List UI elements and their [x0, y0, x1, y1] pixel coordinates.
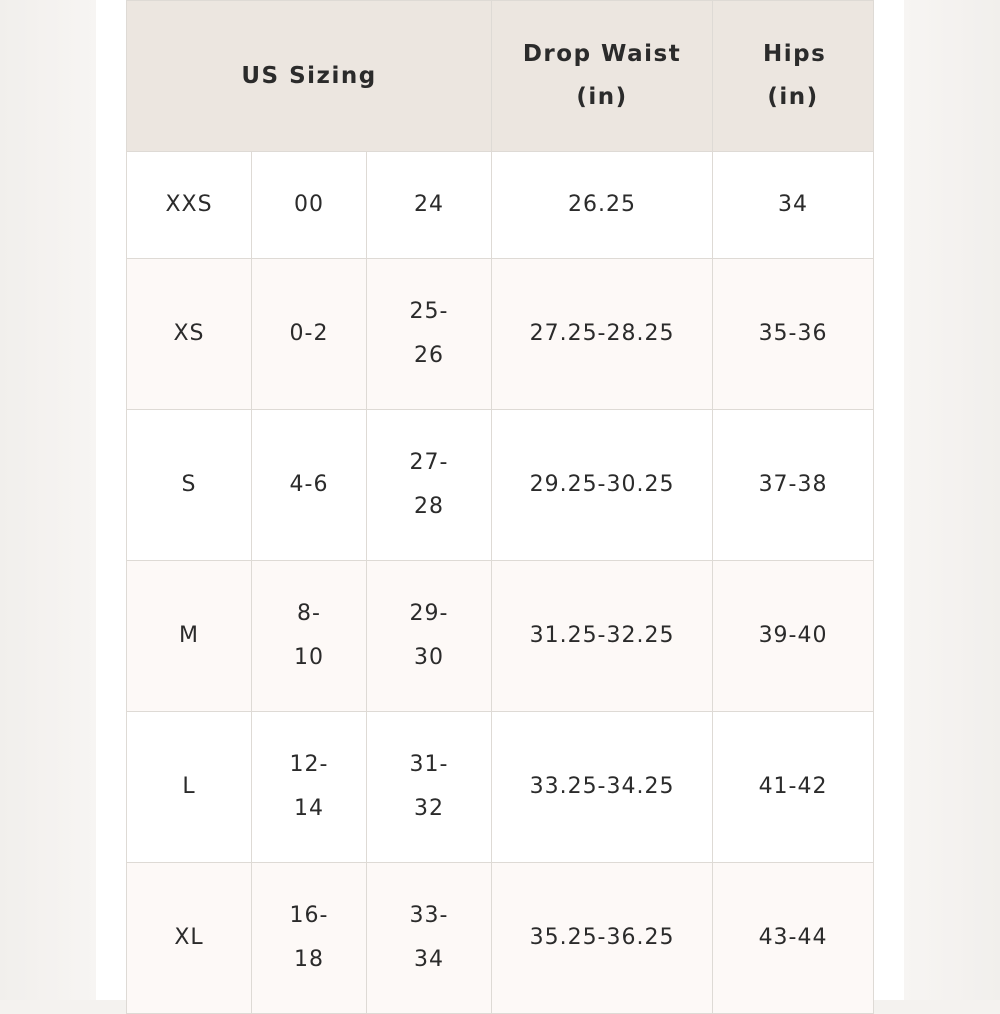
- cell-hips: 34: [713, 152, 874, 259]
- table-row-l: [127, 712, 874, 863]
- table-header-row: [127, 1, 874, 152]
- header-hips-label: Hips (in): [763, 41, 827, 110]
- size-chart-table: [126, 0, 874, 1014]
- cell-waist-size: 24: [367, 152, 492, 259]
- cell-hips: 41-42: [713, 712, 874, 863]
- cell-numeric-size-text: 16-18: [289, 903, 329, 972]
- cell-waist-size-text: 27-28: [409, 450, 449, 519]
- cell-size: S: [127, 410, 252, 561]
- cell-waist-size: [367, 259, 492, 410]
- cell-size: XL: [127, 863, 252, 1014]
- cell-numeric-size: 00: [252, 152, 367, 259]
- cell-waist-size: [367, 863, 492, 1014]
- cell-numeric-size-text: 12-14: [289, 752, 329, 821]
- table-row-xs: [127, 259, 874, 410]
- cell-drop-waist: 29.25-30.25: [492, 410, 713, 561]
- cell-waist-size-text: 29-30: [409, 601, 449, 670]
- cell-numeric-size: [252, 863, 367, 1014]
- cell-drop-waist: 27.25-28.25: [492, 259, 713, 410]
- cell-hips: 35-36: [713, 259, 874, 410]
- cell-waist-size-text: 33-34: [409, 903, 449, 972]
- cell-waist-size: [367, 712, 492, 863]
- cell-drop-waist: 31.25-32.25: [492, 561, 713, 712]
- cell-numeric-size: [252, 712, 367, 863]
- cell-waist-size-text: 31-32: [409, 752, 449, 821]
- table-row-s: [127, 410, 874, 561]
- cell-numeric-size: 4-6: [252, 410, 367, 561]
- cell-hips: 37-38: [713, 410, 874, 561]
- cell-waist-size: [367, 561, 492, 712]
- cell-drop-waist: 35.25-36.25: [492, 863, 713, 1014]
- header-hips: [713, 1, 874, 152]
- cell-numeric-size: 0-2: [252, 259, 367, 410]
- cell-hips: 39-40: [713, 561, 874, 712]
- cell-size: XXS: [127, 152, 252, 259]
- left-backdrop: [0, 0, 96, 1000]
- cell-drop-waist: 33.25-34.25: [492, 712, 713, 863]
- cell-numeric-size-text: 8-10: [294, 601, 324, 670]
- header-us-sizing: US Sizing: [127, 1, 492, 152]
- cell-size: XS: [127, 259, 252, 410]
- cell-drop-waist: 26.25: [492, 152, 713, 259]
- header-drop-waist-label: Drop Waist (in): [522, 41, 682, 110]
- cell-waist-size-text: 25-26: [409, 299, 449, 368]
- header-drop-waist: [492, 1, 713, 152]
- table-row-m: [127, 561, 874, 712]
- right-backdrop: [904, 0, 1000, 1000]
- table-row-xl: [127, 863, 874, 1014]
- cell-hips: 43-44: [713, 863, 874, 1014]
- cell-size: M: [127, 561, 252, 712]
- cell-waist-size: [367, 410, 492, 561]
- cell-size: L: [127, 712, 252, 863]
- cell-numeric-size: [252, 561, 367, 712]
- table-row-xxs: [127, 152, 874, 259]
